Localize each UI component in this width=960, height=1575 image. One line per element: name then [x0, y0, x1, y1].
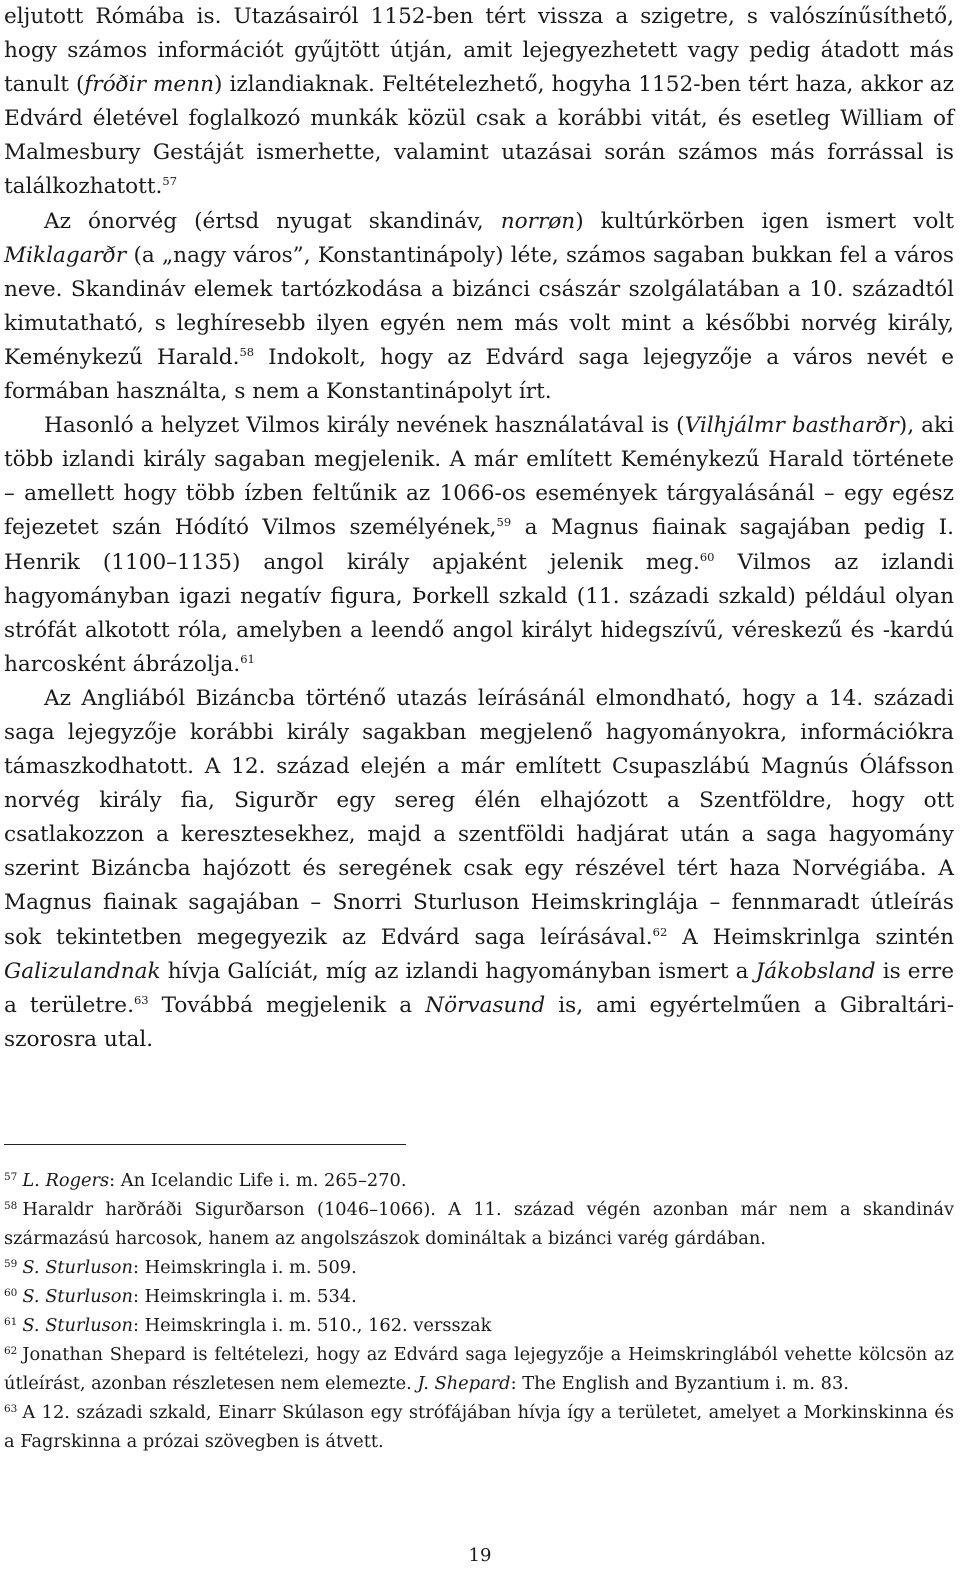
text-run: Az Angliából Bizáncba történő utazás leírásánál elmondható, hogy a 14. századi saga lejegyzője korábbi király sagakban megjelenő hagyományokra, információkra támaszkodhatott. A 12. század elején a már említett Csupaszlábú Magnús Óláfsson norvég király fia, Sigurðr egy sereg élén elhajózott a Szentföldre, hogy ott csatlakozzon a keresztesekhez, majd a szentföldi hadjárat után a saga hagyomány szerint Bizáncba hajózott és seregének csak egy részével tért haza Norvégiába. A Magnus fiainak sagajában – Snorri Sturluson Heimskringlája – fennmaradt útleírás sok tekintetben megegyezik az Edvárd saga leírásával.	[4, 685, 954, 950]
footnote-text: A 12. századi szkald, Einarr Skúlason egy strófájában hívja így a területet, amelyet a Morkinskinna és a Fagrskinna a prózai szövegben is átvett.	[4, 1402, 954, 1452]
text-run: eljutott Rómába is. Utazásairól 1152-ben tért vissza a szigetre, s valószínűsíthető, hogy számos információt gyűjtött útján, amit lejegyezhetett vagy pedig átadott más tanult (	[4, 4, 954, 98]
footnote-ref-59[interactable]: 59	[496, 515, 512, 530]
footnote-ref-61[interactable]: 61	[240, 651, 255, 666]
footnote-60	[4, 1282, 954, 1311]
footnotes	[4, 1166, 954, 1456]
footnote-author: S. Sturluson	[22, 1315, 133, 1336]
footnote-number: 63	[4, 1403, 18, 1415]
footnote-61	[4, 1311, 954, 1340]
footnote-number: 61	[4, 1316, 18, 1328]
footnote-text: : An Icelandic Life i. m. 265–270.	[109, 1170, 407, 1191]
footnote-separator	[4, 1144, 406, 1145]
footnote-text: : The English and Byzantium i. m. 83.	[510, 1373, 849, 1394]
footnote-ref-57[interactable]: 57	[162, 174, 178, 189]
italic-term: norrøn	[500, 208, 576, 234]
text-run: (a „nagy város”, Konstantinápoly) léte, számos sagaban bukkan fel a város neve. Skandináv elemek tartózkodása a bizánci császár szolgálatában a 10. századtól kimutatható, s leghíresebb ilyen egyén nem más volt mint a későbbi norvég király, Keménykezű Harald.	[4, 242, 954, 370]
footnote-59	[4, 1253, 954, 1282]
italic-term: fróðir menn	[84, 72, 215, 98]
text-run: ) izlandiaknak. Feltételezhető, hogyha 1152-ben tért haza, akkor az Edvárd életével foglalkozó munkák közül csak a korábbi vitát, és esetleg William of Malmesbury Gestáját ismerhette, valamint utazásai során számos más forrással is találkozhatott.	[4, 72, 954, 200]
footnote-author: S. Sturluson	[22, 1257, 133, 1278]
text-run: is erre a területre.	[4, 958, 954, 1018]
footnote-author: S. Sturluson	[22, 1286, 133, 1307]
footnote-58	[4, 1195, 954, 1253]
main-text	[4, 0, 954, 1057]
footnote-text: Jonathan Shepard is feltételezi, hogy az Edvárd saga lejegyzője a Heimskringlából vehette kölcsön az útleírást, azonban részletesen nem elemezte.	[4, 1344, 954, 1394]
footnote-ref-58[interactable]: 58	[239, 344, 255, 359]
footnote-number: 60	[4, 1287, 18, 1299]
footnote-number: 62	[4, 1345, 18, 1357]
text-run: Vilmos az izlandi hagyományban igazi negatív figura, Þorkell szkald (11. századi szkald) például olyan strófát alkotott róla, amelyben a leendő angol királyt hidegszívű, véreskezű és -kardú harcosként ábrázolja.	[4, 549, 954, 677]
paragraph-2	[4, 205, 954, 410]
footnote-62	[4, 1340, 954, 1398]
footnote-text: : Heimskringla i. m. 509.	[132, 1257, 357, 1278]
text-run: Az ónorvég (értsd nyugat skandináv,	[44, 208, 501, 234]
text-run: hívja Galíciát, míg az izlandi hagyományban ismert a	[160, 958, 756, 984]
italic-term: Nörvasund	[425, 992, 546, 1018]
text-run: a Magnus fiainak sagajában pedig I. Henrik (1100–1135) angol király apjaként jelenik meg.	[4, 515, 954, 575]
footnote-number: 59	[4, 1258, 18, 1270]
italic-term: Jákobsland	[755, 958, 876, 984]
footnote-author: J. Shepard	[417, 1373, 511, 1394]
footnote-ref-60[interactable]: 60	[699, 549, 715, 564]
page-number: 19	[468, 1545, 492, 1566]
footnote-ref-62[interactable]: 62	[652, 924, 668, 939]
footnote-author: L. Rogers	[22, 1170, 110, 1191]
footnote-text: : Heimskringla i. m. 534.	[132, 1286, 357, 1307]
text-run: ) kultúrkörben igen ismert volt	[575, 208, 955, 234]
footnote-number: 58	[4, 1200, 18, 1212]
text-run: Továbbá megjelenik a	[148, 992, 426, 1018]
text-run: A Heimskrinlga szintén	[667, 924, 954, 950]
text-run: Indokolt, hogy az Edvárd saga lejegyzője a város nevét e formában használta, s nem a Konstantinápolyt írt.	[4, 344, 954, 405]
footnote-ref-63[interactable]: 63	[133, 992, 149, 1007]
italic-term: Miklagarðr	[4, 242, 127, 268]
paragraph-4	[4, 682, 954, 1057]
text-run: is, ami egyértelműen a Gibraltári-szorosra utal.	[4, 992, 954, 1052]
footnote-text: : Heimskringla i. m. 510., 162. versszak	[132, 1315, 492, 1336]
text-run: ), aki több izlandi király sagaban megjelenik. A már említett Keménykezű Harald története – amellett hogy több ízben feltűnik az 1066-os események tárgyalásánál – egy egész fejezetet szán Hódító Vilmos személyének,	[4, 413, 954, 541]
italic-term: Vilhjálmr bastharðr	[684, 413, 899, 439]
footnote-63	[4, 1398, 954, 1456]
paragraph-1	[4, 0, 954, 205]
footnote-57	[4, 1166, 954, 1195]
text-run: Hasonló a helyzet Vilmos király nevének használatával is (	[44, 413, 685, 439]
footnote-number: 57	[4, 1171, 18, 1183]
italic-term: Galizulandnak	[4, 958, 161, 984]
footnote-text: Haraldr harðráði Sigurðarson (1046–1066). A 11. század végén azonban már nem a skandináv származású harcosok, hanem az angolszászok domináltak a bizánci varég gárdában.	[4, 1199, 954, 1249]
paragraph-3	[4, 409, 954, 682]
